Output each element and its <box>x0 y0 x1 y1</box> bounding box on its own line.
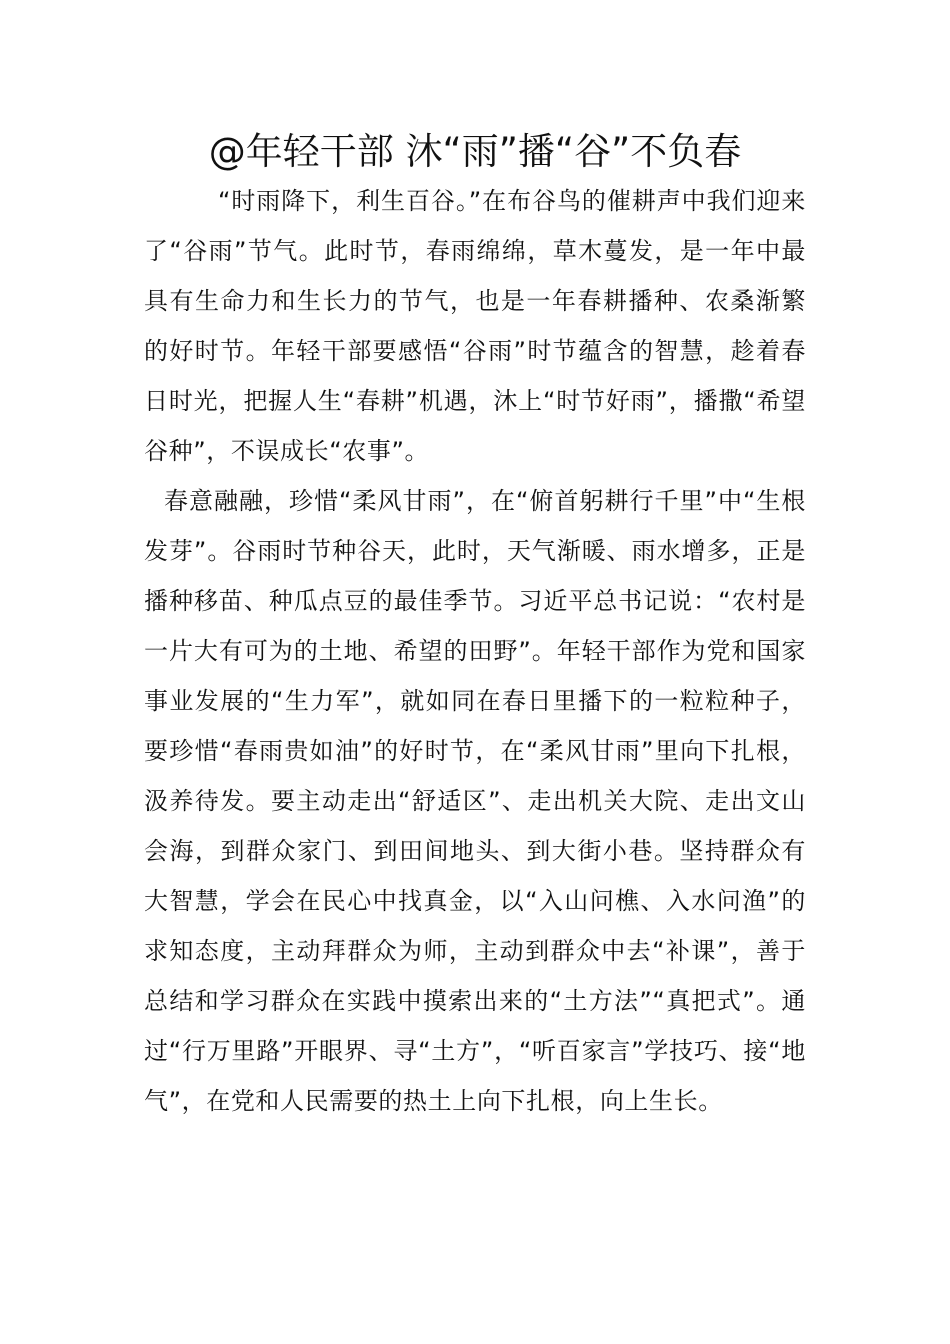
paragraph-guyu-intro: “时雨降下，利生百谷。”在布谷鸟的催耕声中我们迎来了“谷雨”节气。此时节，春雨绵绵，草木蔓发，是一年中最具有生命力和生长力的节气，也是一年春耕播种、农桑渐繁的好时节。年轻干部要感悟“谷雨”时节蕴含的智慧，趁着春日时光，把握人生“春耕”机遇，沐上“时节好雨”，播撒“希望谷种”，不误成长“农事”。 <box>144 187 806 465</box>
document-title: @年轻干部 沐“雨”播“谷”不负春 <box>208 130 742 173</box>
document-body <box>144 176 806 1126</box>
paragraph-rooting: 春意融融，珍惜“柔风甘雨”，在“俯首躬耕行千里”中“生根发芽”。谷雨时节种谷天，此时，天气渐暖、雨水增多，正是播种移苗、种瓜点豆的最佳季节。习近平总书记说：“农村是一片大有可为的土地、希望的田野”。年轻干部作为党和国家事业发展的“生力军”，就如同在春日里播下的一粒粒种子，要珍惜“春雨贵如油”的好时节，在“柔风甘雨”里向下扎根，汲养待发。要主动走出“舒适区”、走出机关大院、走出文山会海，到群众家门、到田间地头、到大街小巷。坚持群众有大智慧，学会在民心中找真金，以“入山问樵、入水问渔”的求知态度，主动拜群众为师，主动到群众中去“补课”，善于总结和学习群众在实践中摸索出来的“土方法”“真把式”。通过“行万里路”开眼界、寻“土方”，“听百家言”学技巧、接“地气”，在党和人民需要的热土上向下扎根，向上生长。 <box>144 487 806 1115</box>
